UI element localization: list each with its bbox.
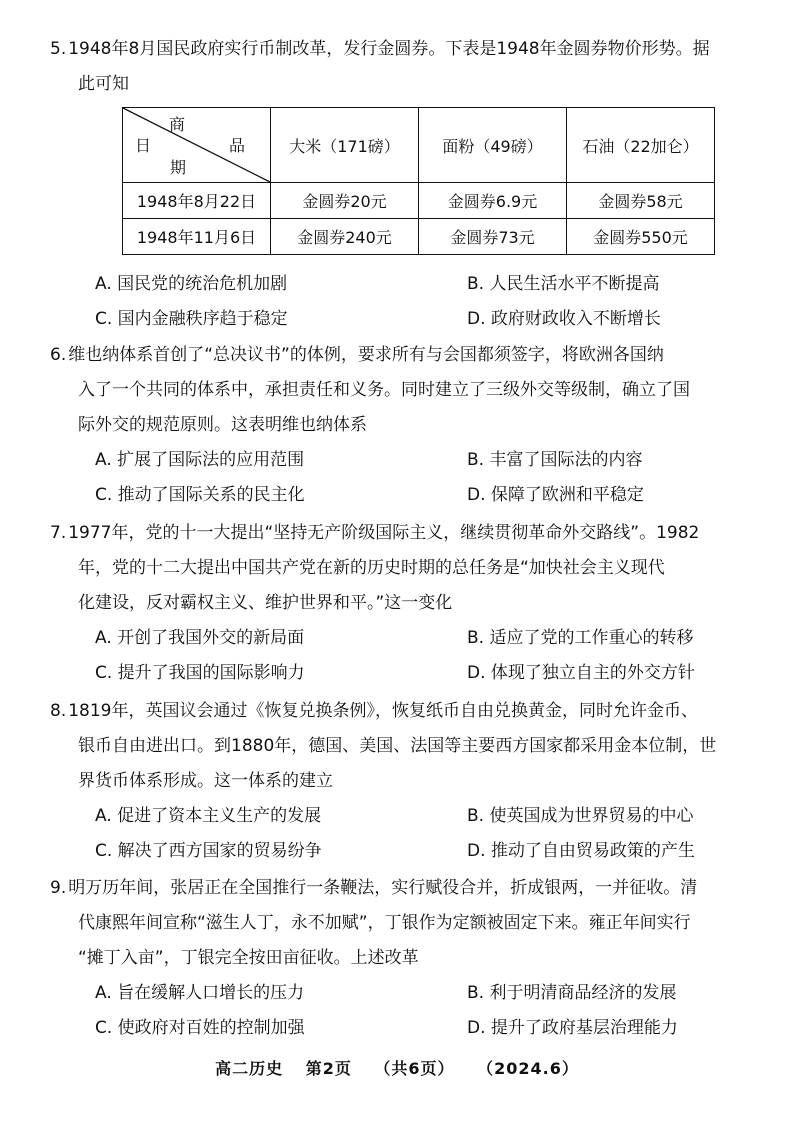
question-7 [50,516,755,691]
question-6-options [50,443,755,513]
option-b[interactable]: B. 丰富了国际法的内容 [467,450,643,470]
table-cell: 金圆券550元 [567,219,715,255]
footer-date: （2024.6） [477,1059,579,1078]
question-5-number: 5. [50,39,67,59]
question-8-number: 8. [50,701,67,721]
table-diagonal-header [123,108,271,183]
option-a[interactable]: A. 扩展了国际法的应用范围 [95,450,305,470]
price-table [122,107,715,255]
question-5-stem-line-2: 此可知 [78,74,129,94]
corner-left-label: 日 [135,136,152,155]
table-cell: 金圆券58元 [567,183,715,219]
question-7-stem [50,516,755,621]
question-7-stem-line-2: 年，党的十二大提出中国共产党在新的历史时期的总任务是“加快社会主义现代 [78,558,665,578]
table-cell: 金圆券6.9元 [419,183,567,219]
question-5-stem [50,32,755,102]
option-b[interactable]: B. 人民生活水平不断提高 [467,274,660,294]
option-b[interactable]: B. 使英国成为世界贸易的中心 [467,806,694,826]
footer-subject: 高二历史 [215,1059,284,1078]
column-header-flour: 面粉（49磅） [419,108,567,183]
question-9-stem [50,871,755,976]
question-9-stem-line-3: “摊丁入亩”，丁银完全按田亩征收。上述改革 [78,948,419,968]
corner-top-label: 商 [169,115,186,134]
option-d[interactable]: D. 体现了独立自主的外交方针 [467,663,695,683]
question-8 [50,694,755,869]
option-d[interactable]: D. 政府财政收入不断增长 [467,309,661,329]
option-c[interactable]: C. 国内金融秩序趋于稳定 [95,309,288,329]
question-6-stem-line-3: 际外交的规范原则。这表明维也纳体系 [78,415,367,435]
question-7-stem-line-1: 1977年，党的十一大提出“坚持无产阶级国际主义，继续贯彻革命外交路线”。1982 [68,523,700,543]
price-table-header [123,108,715,183]
question-9-stem-line-2: 代康熙年间宣称“滋生人丁，永不加赋”，丁银作为定额被固定下来。雍正年间实行 [78,913,691,933]
table-cell: 金圆券240元 [271,219,419,255]
option-a[interactable]: A. 旨在缓解人口增长的压力 [95,983,305,1003]
option-d[interactable]: D. 推动了自由贸易政策的产生 [467,841,695,861]
question-5-options [50,267,755,337]
question-6-number: 6. [50,345,67,365]
question-7-number: 7. [50,523,67,543]
footer-total-pages: （共6页） [374,1059,455,1078]
column-header-rice: 大米（171磅） [271,108,419,183]
option-c[interactable]: C. 解决了西方国家的贸易纷争 [95,841,322,861]
table-row [123,219,715,255]
question-5-stem-line-1: 1948年8月国民政府实行币制改革，发行金圆券。下表是1948年金圆券物价形势。据 [68,39,710,59]
question-9-number: 9. [50,878,67,898]
footer-page-number: 第2页 [305,1059,352,1078]
question-7-options [50,621,755,691]
question-6 [50,338,755,513]
question-5 [50,32,755,102]
option-c[interactable]: C. 推动了国际关系的民主化 [95,485,305,505]
question-9-options [50,976,755,1046]
table-row [123,183,715,219]
option-d[interactable]: D. 保障了欧洲和平稳定 [467,485,644,505]
option-a[interactable]: A. 开创了我国外交的新局面 [95,628,305,648]
question-8-stem [50,694,755,799]
question-7-stem-line-3: 化建设，反对霸权主义、维护世界和平。”这一变化 [78,593,453,613]
row-date: 1948年11月6日 [123,219,271,255]
question-8-stem-line-1: 1819年，英国议会通过《恢复兑换条例》，恢复纸币自由兑换黄金，同时允许金币、 [68,701,698,721]
row-date: 1948年8月22日 [123,183,271,219]
question-6-stem-line-1: 维也纳体系首创了“总决议书”的体例，要求所有与会国都须签字，将欧洲各国纳 [68,345,664,365]
option-d[interactable]: D. 提升了政府基层治理能力 [467,1018,678,1038]
corner-bottom-label: 期 [170,158,187,177]
option-c[interactable]: C. 提升了我国的国际影响力 [95,663,305,683]
option-a[interactable]: A. 国民党的统治危机加剧 [95,274,288,294]
question-9-stem-line-1: 明万历年间，张居正在全国推行一条鞭法，实行赋役合并，折成银两，一并征收。清 [68,878,698,898]
table-cell: 金圆券73元 [419,219,567,255]
option-a[interactable]: A. 促进了资本主义生产的发展 [95,806,322,826]
question-6-stem-line-2: 入了一个共同的体系中，承担责任和义务。同时建立了三级外交等级制，确立了国 [78,380,690,400]
question-6-stem [50,338,755,443]
page-footer [0,1056,794,1079]
option-b[interactable]: B. 利于明清商品经济的发展 [467,983,677,1003]
option-c[interactable]: C. 使政府对百姓的控制加强 [95,1018,305,1038]
column-header-oil: 石油（22加仑） [567,108,715,183]
question-8-stem-line-2: 银币自由进出口。到1880年，德国、美国、法国等主要西方国家都采用金本位制，世 [78,736,717,756]
question-8-options [50,799,755,869]
table-cell: 金圆券20元 [271,183,419,219]
question-8-stem-line-3: 界货币体系形成。这一体系的建立 [78,771,333,791]
option-b[interactable]: B. 适应了党的工作重心的转移 [467,628,694,648]
corner-right-label: 品 [229,136,246,155]
question-9 [50,871,755,1046]
